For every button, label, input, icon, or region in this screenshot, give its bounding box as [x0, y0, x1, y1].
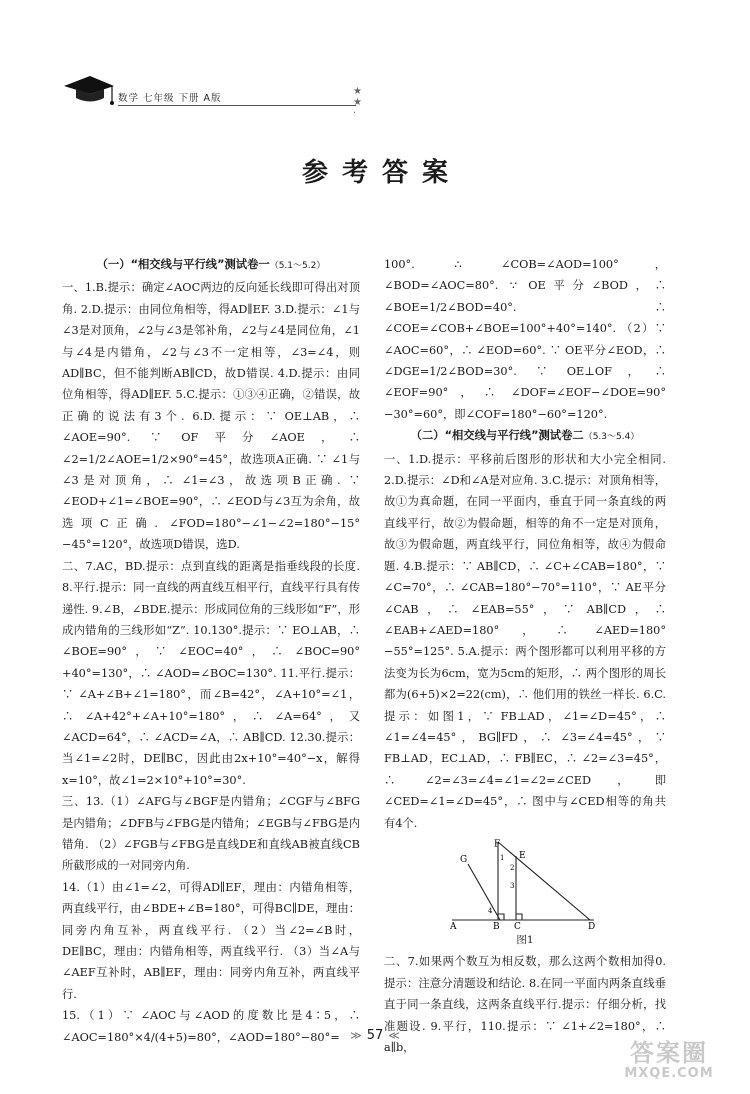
- answer-paragraph: 14.（1）由∠1=∠2，可得AD∥EF，理由：内错角相等，两直线平行，由∠BDE+∠B=180°，可得BC∥DE，理由：同旁内角互补，两直线平行. （2）当∠2=∠B时，DE∥BC，理由：内错角相等，两直线平行. （3）当∠A与∠AEF互补时，AB∥EF，理由：同旁内角互补，两直线平行.: [62, 880, 360, 1001]
- answer-paragraph: 二、7.AC，BD.提示：点到直线的距离是指垂线段的长度. 8.平行.提示：同一直线的两直线互相平行，直线平行具有传递性. 9.∠B，∠BDE.提示：形成同位角的三线形如“F”，形成内错角的三线形如“Z”. 10.130°.提示：∵ EO⊥AB，∴ ∠BOE=90°，∵ ∠EOC=40°，∴ ∠BOC=90°+40°=130°，∴ ∠AOD=∠BOC=130°. 11.平行.提示：∵ ∠A+∠B+∠1=180°，而∠B=42°，∠A+10°=∠1，∴ ∠A+42°+∠A+10°=180°，∴ ∠A=64°，又∠ACD=64°，∴ ∠ACD=∠A，∴ AB∥CD. 12.30.提示：当∠1=∠2时，DE∥BC，因此由2x+10°=40°−x，解得x=10°，故∠1=2×10°+10°=30°.: [62, 559, 360, 787]
- figure-label: B: [493, 921, 500, 930]
- answer-paragraph: 二、7.如果两个数互为相反数，那么这两个数相加得0. 提示：注意分清题设和结论. 8.在同一平面内两条直线垂直于同一条直线，这两条直线平行.提示：仔细分析，找准题设. 9.平行，110.提示：∵ ∠1+∠2=180°，∴ a∥b，: [384, 955, 666, 1054]
- figure-label: 1: [500, 853, 505, 862]
- page-number: 57: [366, 1028, 384, 1043]
- figure-label: 2: [510, 863, 515, 872]
- figure-label: 3: [510, 881, 515, 890]
- section-title-test1: （一）“相交线与平行线”测试卷一（5.1～5.2）: [96, 258, 326, 271]
- header-rule: [118, 105, 356, 106]
- figure-label: G: [460, 854, 468, 865]
- page-header: [60, 72, 363, 119]
- figure-label: 4: [488, 906, 493, 915]
- book-label: 数学 七年级 下册 A版: [118, 93, 222, 104]
- figure-label: A: [450, 921, 457, 930]
- footer-ornament-left: ≫: [350, 1029, 362, 1042]
- answer-paragraph: 15.（1）∵ ∠AOC与∠AOD的度数比是4∶5，∴ ∠AOC=180°×4/(4+5)=80°，∠AOD=180°−80°=: [62, 1009, 360, 1044]
- answer-paragraph: 三、13.（1）∠AFG与∠BGF是内错角；∠CGF与∠BFG是内错角；∠DFB与∠FBG是内错角；∠EGB与∠FBG是内错角. （2）∠FGB与∠FBG是直线DE和直线AB被直线CB所截形成的一对同旁内角.: [62, 795, 360, 873]
- figure-label: C: [514, 921, 521, 930]
- footer-ornament-right: ≪: [388, 1029, 400, 1042]
- figure-label: F: [494, 839, 501, 850]
- figure-label: D: [588, 921, 596, 930]
- figure-label: E: [519, 850, 526, 861]
- left-column: [62, 254, 360, 1048]
- page-title: 参考答案: [301, 158, 462, 188]
- graduation-cap-icon: [60, 72, 116, 108]
- star-decoration: ★ ★ ·: [353, 86, 363, 119]
- site-watermark: 答案圈 MXQE.COM: [624, 1039, 714, 1081]
- answer-paragraph: 一、1.B.提示：确定∠AOC两边的反向延长线即可得出对顶角. 2.D.提示：由同位角相等，得AD∥EF. 3.D.提示：∠1与∠3是对顶角，∠2与∠3是邻补角，∠2与∠4是同位角，∠1与∠4是内错角，∠2与∠3不一定相等，∠3=∠4，则AD∥BC，但不能判断AB∥CD，故D错误. 4.D.提示：由同位角相等，得AD∥EF. 5.C.提示：①③④正确，②错误，故正确的说法有3个. 6.D.提示：∵ OE⊥AB，∴ ∠AOE=90°. ∵ OF平分∠AOE，∴ ∠2=1/2∠AOE=1/2×90°=45°，故选项A正确. ∵ ∠1与∠3是对顶角，∴ ∠1=∠3，故选项B正确. ∵ ∠EOD+∠1=∠BOE=90°，∴ ∠EOD与∠3互为余角，故选项C正确. ∠FOD=180°−∠1−∠2=180°−15°−45°=120°，故选项D错误，选D.: [62, 281, 360, 552]
- answer-paragraph: 一、1.D.提示：平移前后图形的形状和大小完全相同. 2.D.提示：∠D和∠A是对应角. 3.C.提示：对顶角相等，故①为真命题，在同一平面内，垂直于同一条直线的两直线平行，故②为假命题，相等的角不一定是对顶角，故③为假命题，两直线平行，同位角相等，故④为假命题. 4.B.提示：∵ AB∥CD，∴ ∠C+∠CAB=180°，∵ ∠C=70°，∴ ∠CAB=180°−70°=110°，∵ AE平分∠CAB，∴ ∠EAB=55°，∵ AB∥CD，∴ ∠EAB+∠AED=180°，∴ ∠AED=180°−55°=125°. 5.A.提示：两个图形都可以利用平移的方法变为长为6cm，宽为5cm的矩形，∴ 两个图形的周长都为(6+5)×2=22(cm)，∴ 他们用的铁丝一样长. 6.C.提示：如图1，∵ FB⊥AD，∠1=∠D=45°，∴ ∠1=∠4=45°，BG∥FD，∴ ∠3=∠4=45°，∵ FB⊥AD，EC⊥AD，∴ FB∥EC，∴ ∠2=∠3=45°，∴ ∠2=∠3=∠4=∠1=∠2=∠CED，即∠CED=∠1=∠D=45°，∴ 图中与∠CED相等的角共有4个.: [384, 452, 666, 830]
- section-title-test2: （二）“相交线与平行线”测试卷二（5.3～5.4）: [410, 429, 640, 443]
- figure-caption: 图1: [516, 933, 534, 946]
- right-column: [384, 254, 666, 1058]
- answer-paragraph: 100°. ∴ ∠COB=∠AOD=100°，∠BOD=∠AOC=80°. ∵ OE平分∠BOD，∴ ∠BOE=1/2∠BOD=40°. ∴ ∠COE=∠COB+∠BOE=100°+40°=140°. （2）∵ ∠AOC=60°，∴ ∠EOD=60°. ∵ OE平分∠EOD，∴ ∠DGE=1/2∠BOD=30°. ∵ OE⊥OF，∴ ∠EOF=90°，∴ ∠DOF=∠EOF−∠DOE=90°−30°=60°，即∠COF=180°−60°=120°.: [384, 258, 666, 421]
- geometry-figure: [450, 838, 600, 930]
